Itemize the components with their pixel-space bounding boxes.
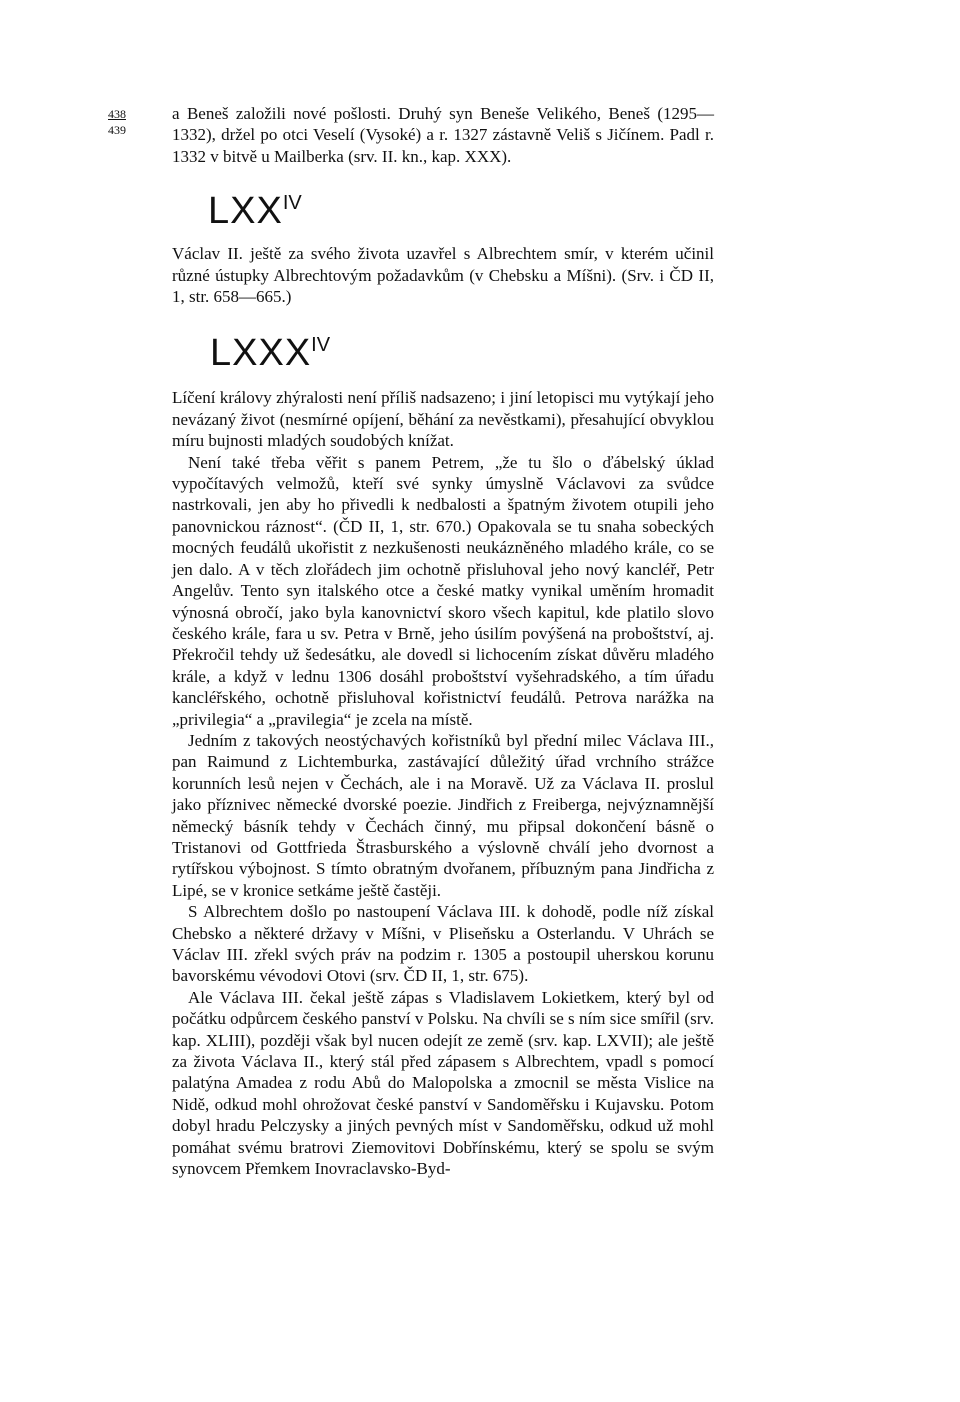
margin-number-439: 439 — [108, 123, 126, 137]
chapter-heading-sup: IV — [282, 192, 302, 215]
section1-paragraph: Václav II. ještě za svého života uzavřel s Albrechtem smír, v kterém učinil různé ústupky Albrechtovým požadavkům (v Chebsku a Míšni). (Srv. i ČD II, 1, str. 658—665.) — [172, 244, 714, 307]
page-body — [172, 103, 714, 1179]
section2-paragraph: Jedním z takových neostýchavých kořistníků byl přední milec Václava III., pan Raimund z Lichtemburka, zastávající důležitý úřad vrchního strážce korunních lesů nejen v Čechách, ale i na Moravě. Už za Václava II. proslul jako příznivec německé dvorské poezie. Jindřich z Freiberga, nejvýznamnější německý básník tehdy v Čechách činný, mu připsal dokončení básně o Tristanovi od Gottfrieda Štrasburského a výslovně chválí jeho dvornost a rytířskou výbojnost. S tímto obratným dvořanem, příbuzným pana Jindřicha z Lipé, se v kronice setkáme ještě častěji. — [172, 730, 714, 900]
intro-paragraph: a Beneš založili nové pošlosti. Druhý syn Beneše Velikého, Beneš (1295—1332), držel po otci Veselí (Vysoké) a r. 1327 zástavně Veliš s Jičínem. Padl r. 1332 v bitvě u Mailberka (srv. II. kn., kap. XXX). — [172, 104, 714, 166]
section2-paragraph: Líčení královy zhýralosti není příliš nadsazeno; i jiní letopisci mu vytýkají jeho nevázaný život (nesmírné opíjení, běhání za nevěstkami), přesahující obvyklou míru bujnosti mladých soudobých knížat. — [172, 388, 714, 451]
section2-paragraph: S Albrechtem došlo po nastoupení Václava III. k dohodě, podle níž získal Chebsko a některé državy v Míšni, v Pliseňsku a Osterlandu. V Uhrách se Václav III. zřekl svých práv na podzim r. 1305 a postoupil uherskou korunu bavorskému vévodovi Otovi (srv. ČD II, 1, str. 675). — [172, 902, 714, 986]
chapter-heading-main: LXX — [208, 190, 283, 233]
chapter-heading-lxxiv — [172, 181, 714, 233]
section2-paragraph: Není také třeba věřit s panem Petrem, „že tu šlo o ďábelský úklad vypočítavých velmožů, kteří své synky úmyslně Václavovi za svůdce nastrkovali, jen aby ho přivedli k nedbalosti a špatným životem otupili jeho panovnickou ráznost“. (ČD II, 1, str. 670.) Opakovala se tu snaha sobeckých mocných feudálů ukořistit z nezkušenosti neukázněného mladého krále, co se jen dalo. A v těch zlořádech jim ochotně přisluhoval jeho nový kancléř, Petr Angelův. Tento syn italského otce a české matky vynikal uměním hromadit výnosná obročí, jako byla kanovnictví skoro všech kapitul, kde platilo slovo českého krále, fara u sv. Petra v Brně, jeho úsilím povýšená na proboštství, aj. Překročil tehdy už šedesátku, ale dovedl si lichocením získat důvěru mladého krále, a když v lednu 1306 dosáhl proboštství vyšehradského, a tím úřadu kancléřského, ochotně přisluhoval kořistnictví feudálů. Petrova narážka na „privilegia“ a „pravilegia“ je zcela na místě. — [172, 452, 714, 729]
section2-paragraph: Ale Václava III. čekal ještě zápas s Vladislavem Lokietkem, který byl od počátku odpůrcem českého panství v Polsku. Na chvíli se s ním sice smířil (srv. kap. XLIII), později však byl nucen odejít ze země (srv. kap. LXVII); ale ještě za života Václava II., který stál před zápasem s Albrechtem, vpadl s pomocí palatýna Amadea z rodu Abů do Malopolska a zmocnil se města Vislice na Nidě, odkud mohl ohrožovat české panství v Sandoměřsku i Kujavsku. Potom dobyl hradu Pelczysky a jiných pevných míst v Sandoměřsku, odkud už mohl pomáhat svému bratrovi Ziemovitovi Dobřínskému, který se spolu se svým synovcem Přemkem Inovraclavsko-Byd- — [172, 987, 714, 1179]
chapter-heading-lxxxiv — [172, 323, 714, 375]
margin-line-numbers — [108, 106, 126, 138]
chapter-heading-sup: IV — [311, 334, 331, 357]
chapter-heading-main: LXXX — [210, 332, 312, 375]
margin-number-438: 438 — [108, 107, 126, 121]
